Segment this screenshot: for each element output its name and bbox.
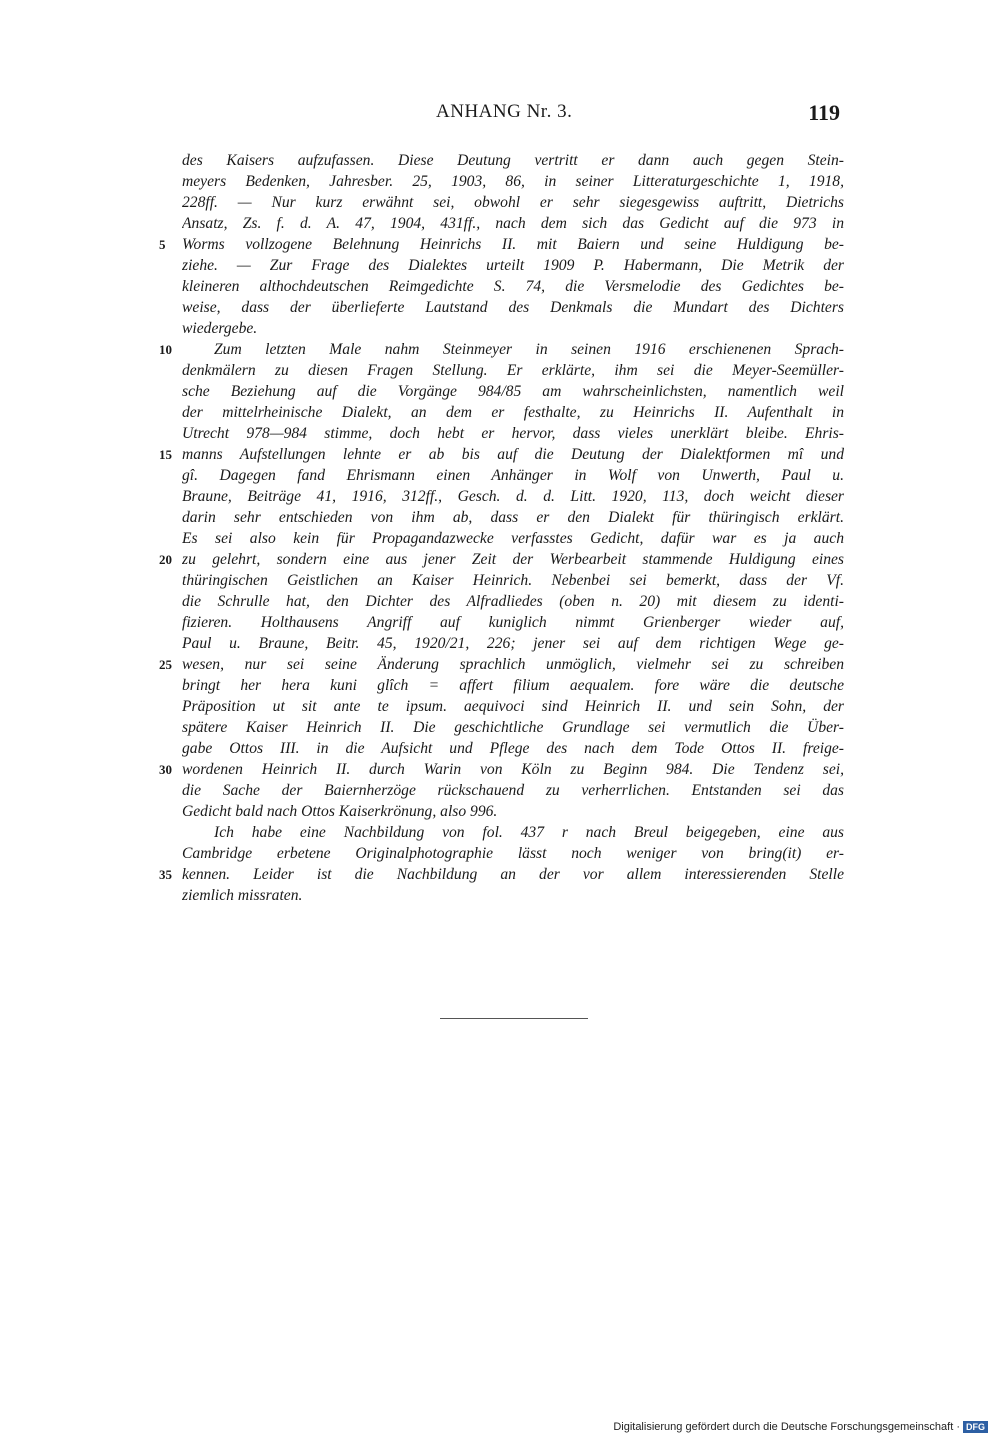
text-line: Cambridge erbetene Originalphotographie lässt noch weniger von bring(it) er- — [182, 845, 844, 862]
text-line: die Sache der Baiernherzöge rückschauend zu verherrlichen. Entstanden sei das — [182, 782, 844, 799]
section-end-rule — [440, 1018, 588, 1019]
text-line: kleineren althochdeutschen Reimgedichte S. 74, die Versmelodie des Gedichtes be- — [182, 278, 844, 295]
line-number: 10 — [159, 342, 172, 357]
text-line: wiedergebe. — [182, 320, 258, 337]
text-line: weise, dass der überlieferte Lautstand des Denkmals die Mundart des Dichters — [182, 299, 844, 316]
text-line: ziemlich missraten. — [182, 887, 303, 904]
dfg-logo: DFG — [963, 1421, 988, 1433]
text-line: Paul u. Braune, Beitr. 45, 1920/21, 226; jener sei auf dem richtigen Wege ge- — [182, 635, 844, 652]
text-line: die Schrulle hat, den Dichter des Alfradliedes (oben n. 20) mit diesem zu identi- — [182, 593, 844, 610]
line-number: 35 — [159, 867, 172, 882]
text-line: Es sei also kein für Propagandazwecke verfasstes Gedicht, dafür war es ja auch — [182, 530, 844, 547]
text-line: sche Beziehung auf die Vorgänge 984/85 am wahrscheinlichsten, namentlich weil — [182, 383, 844, 400]
line-number: 25 — [159, 657, 172, 672]
text-line: Utrecht 978—984 stimme, doch hebt er hervor, dass vieles unerklärt bleibe. Ehris- — [182, 425, 844, 442]
text-line: kennen. Leider ist die Nachbildung an der vor allem interessierenden Stelle — [182, 866, 844, 883]
line-number: 5 — [159, 237, 166, 252]
running-header: ANHANG Nr. 3. — [436, 101, 573, 122]
text-line: Präposition ut sit ante te ipsum. aequivoci sind Heinrich II. und sein Sohn, der — [182, 698, 844, 715]
text-line: gî. Dagegen fand Ehrismann einen Anhänger in Wolf von Unwerth, Paul u. — [182, 467, 844, 484]
text-line: Gedicht bald nach Ottos Kaiserkrönung, also 996. — [182, 803, 498, 820]
text-line: darin sehr entschieden von ihm ab, dass er den Dialekt für thüringisch erklärt. — [182, 509, 844, 526]
text-line: wordenen Heinrich II. durch Warin von Köln zu Beginn 984. Die Tendenz sei, — [182, 761, 844, 778]
text-line: gabe Ottos III. in die Aufsicht und Pflege des nach dem Tode Ottos II. freige- — [182, 740, 844, 757]
text-line: bringt her hera kuni glîch = affert filium aequalem. fore wäre die deutsche — [182, 677, 844, 694]
page-number: 119 — [808, 100, 840, 125]
line-number: 20 — [159, 552, 172, 567]
text-line: der mittelrheinische Dialekt, an dem er festhalte, zu Heinrichs II. Aufenthalt in — [182, 404, 844, 421]
text-line: denkmälern zu diesen Fragen Stellung. Er erklärte, ihm sei die Meyer-Seemüller- — [182, 362, 844, 379]
text-line: Ich habe eine Nachbildung von fol. 437 r nach Breul beigegeben, eine aus — [214, 824, 844, 841]
line-number: 15 — [159, 447, 172, 462]
digitization-credit — [613, 1421, 988, 1433]
text-line: ziehe. — Zur Frage des Dialektes urteilt 1909 P. Habermann, Die Metrik der — [182, 257, 844, 274]
text-line: Ansatz, Zs. f. d. A. 47, 1904, 431ff., nach dem sich das Gedicht auf die 973 in — [182, 215, 844, 232]
text-line: wesen, nur sei seine Änderung sprachlich unmöglich, vielmehr sei zu schreiben — [182, 656, 844, 673]
text-line: 228ff. — Nur kurz erwähnt sei, obwohl er sehr siegesgewiss auftritt, Dietrichs — [182, 194, 844, 211]
footer-credit-text: Digitalisierung gefördert durch die Deutsche Forschungsgemeinschaft · — [613, 1421, 960, 1433]
text-line: Zum letzten Male nahm Steinmeyer in seinen 1916 erschienenen Sprach- — [214, 341, 844, 358]
text-line: meyers Bedenken, Jahresber. 25, 1903, 86, in seiner Litteraturgeschichte 1, 1918, — [182, 173, 844, 190]
text-line: des Kaisers aufzufassen. Diese Deutung vertritt er dann auch gegen Stein- — [182, 152, 844, 169]
line-number: 30 — [159, 762, 172, 777]
text-line: zu gelehrt, sondern eine aus jener Zeit der Werbearbeit stammende Huldigung eines — [182, 551, 844, 568]
text-line: spätere Kaiser Heinrich II. Die geschichtliche Grundlage sei vermutlich die Über- — [182, 719, 844, 736]
text-line: manns Aufstellungen lehnte er ab bis auf die Deutung der Dialektformen mî und — [182, 446, 844, 463]
text-line: fizieren. Holthausens Angriff auf kuniglich nimmt Grienberger wieder auf, — [182, 614, 844, 631]
text-line: thüringischen Geistlichen an Kaiser Heinrich. Nebenbei sei bemerkt, dass der Vf. — [182, 572, 844, 589]
text-line: Braune, Beiträge 41, 1916, 312ff., Gesch. d. d. Litt. 1920, 113, doch weicht dieser — [182, 488, 844, 505]
text-line: Worms vollzogene Belehnung Heinrichs II. mit Baiern und seine Huldigung be- — [182, 236, 844, 253]
